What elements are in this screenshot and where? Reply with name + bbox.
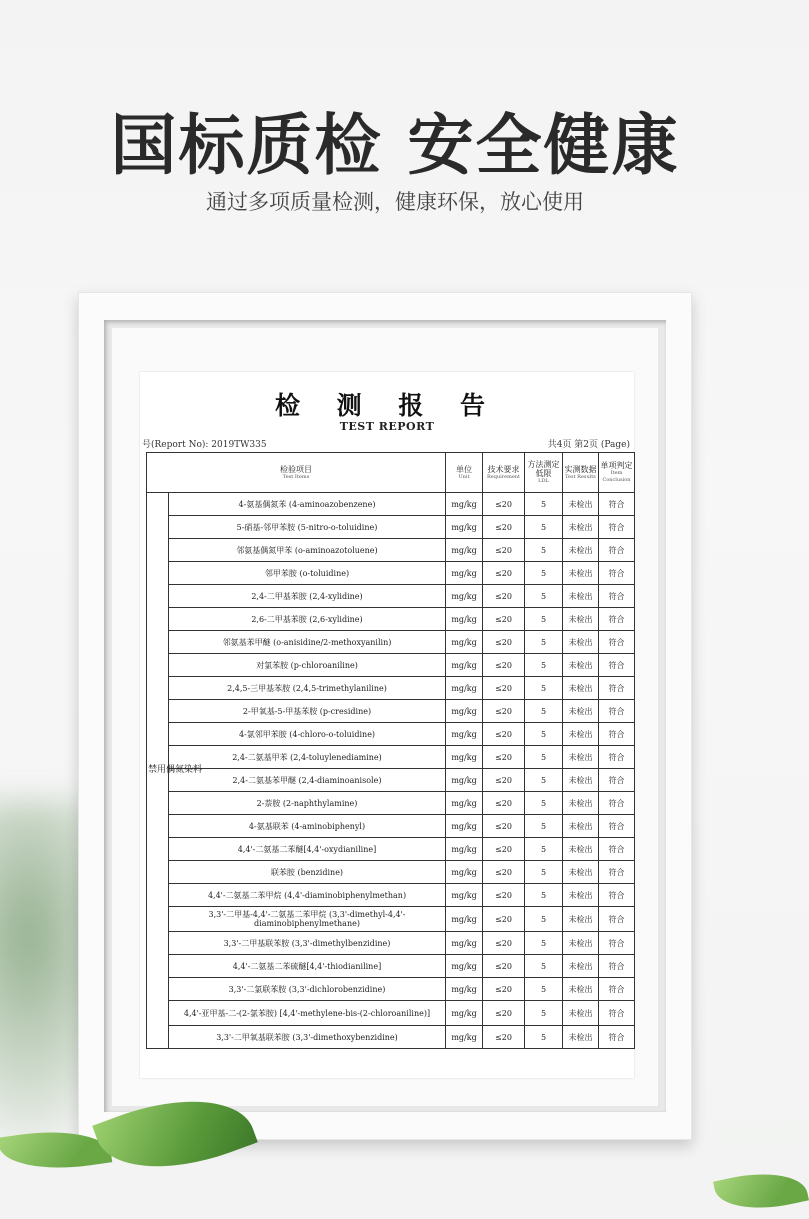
requirement-cell: ≤20	[483, 1026, 525, 1049]
result-cell: 未检出	[563, 792, 599, 815]
item-cell: 2,4-二氨基苯甲醚 (2,4-diaminoanisole)	[169, 769, 446, 792]
table-row	[147, 631, 635, 654]
conclusion-cell: 符合	[599, 562, 635, 585]
table-row	[147, 516, 635, 539]
result-cell: 未检出	[563, 516, 599, 539]
limit-cell: 5	[525, 585, 563, 608]
requirement-cell: ≤20	[483, 585, 525, 608]
table-row	[147, 932, 635, 955]
limit-cell: 5	[525, 654, 563, 677]
requirement-cell: ≤20	[483, 677, 525, 700]
item-cell: 2,4-二甲基苯胺 (2,4-xylidine)	[169, 585, 446, 608]
requirement-cell: ≤20	[483, 516, 525, 539]
requirement-cell: ≤20	[483, 654, 525, 677]
report-page-info: 共4页 第2页 (Page)	[547, 440, 630, 450]
unit-cell: mg/kg	[446, 723, 483, 746]
test-report-document	[140, 372, 634, 1078]
header-conclusion: 单项判定 Item Conclusion	[599, 453, 635, 493]
report-number: 号(Report No): 2019TW335	[142, 440, 267, 450]
limit-cell: 5	[525, 838, 563, 861]
table-row	[147, 723, 635, 746]
result-cell: 未检出	[563, 723, 599, 746]
unit-cell: mg/kg	[446, 1001, 483, 1026]
limit-cell: 5	[525, 516, 563, 539]
item-cell: 4,4'-二氨基二苯甲烷 (4,4'-diaminobiphenylmethan)	[169, 884, 446, 907]
unit-cell: mg/kg	[446, 539, 483, 562]
table-row	[147, 493, 635, 516]
item-cell: 2,4-二氨基甲苯 (2,4-toluylenediamine)	[169, 746, 446, 769]
unit-cell: mg/kg	[446, 1026, 483, 1049]
table-row	[147, 539, 635, 562]
limit-cell: 5	[525, 1026, 563, 1049]
requirement-cell: ≤20	[483, 884, 525, 907]
conclusion-cell: 符合	[599, 631, 635, 654]
unit-cell: mg/kg	[446, 978, 483, 1001]
result-cell: 未检出	[563, 746, 599, 769]
unit-cell: mg/kg	[446, 769, 483, 792]
result-cell: 未检出	[563, 815, 599, 838]
result-cell: 未检出	[563, 932, 599, 955]
table-row	[147, 861, 635, 884]
table-row	[147, 884, 635, 907]
requirement-cell: ≤20	[483, 700, 525, 723]
result-cell: 未检出	[563, 907, 599, 932]
table-row	[147, 978, 635, 1001]
limit-cell: 5	[525, 815, 563, 838]
result-cell: 未检出	[563, 769, 599, 792]
leaf-decoration	[713, 1163, 809, 1219]
conclusion-cell: 符合	[599, 493, 635, 516]
conclusion-cell: 符合	[599, 955, 635, 978]
result-cell: 未检出	[563, 654, 599, 677]
item-cell: 联苯胺 (benzidine)	[169, 861, 446, 884]
unit-cell: mg/kg	[446, 884, 483, 907]
unit-cell: mg/kg	[446, 815, 483, 838]
limit-cell: 5	[525, 562, 563, 585]
item-cell: 4,4'-二氨基二苯醚[4,4'-oxydianiline]	[169, 838, 446, 861]
item-cell: 邻氨基苯甲醚 (o-anisidine/2-methoxyanilin)	[169, 631, 446, 654]
conclusion-cell: 符合	[599, 932, 635, 955]
table-row	[147, 955, 635, 978]
conclusion-cell: 符合	[599, 1026, 635, 1049]
conclusion-cell: 符合	[599, 654, 635, 677]
conclusion-cell: 符合	[599, 884, 635, 907]
limit-cell: 5	[525, 769, 563, 792]
header-result: 实测数据 Test Results	[563, 453, 599, 493]
table-row	[147, 746, 635, 769]
result-cell: 未检出	[563, 1026, 599, 1049]
conclusion-cell: 符合	[599, 516, 635, 539]
item-cell: 2-甲氧基-5-甲基苯胺 (p-cresidine)	[169, 700, 446, 723]
result-cell: 未检出	[563, 493, 599, 516]
unit-cell: mg/kg	[446, 654, 483, 677]
category-cell: 禁用偶氮染料	[147, 493, 169, 1049]
unit-cell: mg/kg	[446, 677, 483, 700]
limit-cell: 5	[525, 978, 563, 1001]
unit-cell: mg/kg	[446, 516, 483, 539]
unit-cell: mg/kg	[446, 585, 483, 608]
conclusion-cell: 符合	[599, 861, 635, 884]
report-title: 检 测 报 告	[274, 391, 500, 420]
limit-cell: 5	[525, 539, 563, 562]
limit-cell: 5	[525, 746, 563, 769]
result-cell: 未检出	[563, 539, 599, 562]
conclusion-cell: 符合	[599, 539, 635, 562]
unit-cell: mg/kg	[446, 493, 483, 516]
conclusion-cell: 符合	[599, 815, 635, 838]
limit-cell: 5	[525, 677, 563, 700]
item-cell: 3,3'-二甲基联苯胺 (3,3'-dimethylbenzidine)	[169, 932, 446, 955]
table-row	[147, 769, 635, 792]
report-table	[146, 452, 635, 1049]
item-cell: 邻甲苯胺 (o-toluidine)	[169, 562, 446, 585]
requirement-cell: ≤20	[483, 631, 525, 654]
limit-cell: 5	[525, 861, 563, 884]
limit-cell: 5	[525, 723, 563, 746]
conclusion-cell: 符合	[599, 838, 635, 861]
item-cell: 4,4'-二氨基二苯硫醚[4,4'-thiodianiline]	[169, 955, 446, 978]
result-cell: 未检出	[563, 1001, 599, 1026]
header-requirement: 技术要求 Requirement	[483, 453, 525, 493]
requirement-cell: ≤20	[483, 861, 525, 884]
limit-cell: 5	[525, 700, 563, 723]
limit-cell: 5	[525, 884, 563, 907]
subheadline: 通过多项质量检测，健康环保，放心使用	[206, 190, 584, 214]
result-cell: 未检出	[563, 677, 599, 700]
item-cell: 邻氨基偶氮甲苯 (o-aminoazotoluene)	[169, 539, 446, 562]
conclusion-cell: 符合	[599, 608, 635, 631]
conclusion-cell: 符合	[599, 723, 635, 746]
table-header-row	[147, 453, 635, 493]
table-row	[147, 608, 635, 631]
item-cell: 4-氨基偶氮苯 (4-aminoazobenzene)	[169, 493, 446, 516]
requirement-cell: ≤20	[483, 978, 525, 1001]
requirement-cell: ≤20	[483, 1001, 525, 1026]
result-cell: 未检出	[563, 861, 599, 884]
header-limit: 方法测定低限 LDL	[525, 453, 563, 493]
conclusion-cell: 符合	[599, 978, 635, 1001]
header-unit: 单位 Unit	[446, 453, 483, 493]
item-cell: 4-氨基联苯 (4-aminobiphenyl)	[169, 815, 446, 838]
conclusion-cell: 符合	[599, 585, 635, 608]
unit-cell: mg/kg	[446, 631, 483, 654]
conclusion-cell: 符合	[599, 769, 635, 792]
limit-cell: 5	[525, 608, 563, 631]
result-cell: 未检出	[563, 700, 599, 723]
unit-cell: mg/kg	[446, 608, 483, 631]
limit-cell: 5	[525, 955, 563, 978]
result-cell: 未检出	[563, 585, 599, 608]
item-cell: 3,3'-二甲基-4,4'-二氨基二苯甲烷 (3,3'-dimethyl-4,4'-diaminobiphenylmethane)	[169, 907, 446, 932]
item-cell: 5-硝基-邻甲苯胺 (5-nitro-o-toluidine)	[169, 516, 446, 539]
requirement-cell: ≤20	[483, 838, 525, 861]
result-cell: 未检出	[563, 562, 599, 585]
result-cell: 未检出	[563, 978, 599, 1001]
limit-cell: 5	[525, 1001, 563, 1026]
requirement-cell: ≤20	[483, 539, 525, 562]
conclusion-cell: 符合	[599, 677, 635, 700]
unit-cell: mg/kg	[446, 861, 483, 884]
conclusion-cell: 符合	[599, 1001, 635, 1026]
conclusion-cell: 符合	[599, 700, 635, 723]
limit-cell: 5	[525, 631, 563, 654]
limit-cell: 5	[525, 493, 563, 516]
item-cell: 4-氯邻甲苯胺 (4-chloro-o-toluidine)	[169, 723, 446, 746]
table-row	[147, 838, 635, 861]
table-row	[147, 700, 635, 723]
report-subtitle: TEST REPORT	[339, 420, 435, 433]
table-row	[147, 562, 635, 585]
result-cell: 未检出	[563, 608, 599, 631]
result-cell: 未检出	[563, 955, 599, 978]
requirement-cell: ≤20	[483, 746, 525, 769]
requirement-cell: ≤20	[483, 815, 525, 838]
table-row	[147, 585, 635, 608]
header-item: 检验项目 Test Items	[147, 453, 446, 493]
item-cell: 2,4,5-三甲基苯胺 (2,4,5-trimethylaniline)	[169, 677, 446, 700]
requirement-cell: ≤20	[483, 562, 525, 585]
table-row	[147, 677, 635, 700]
table-row	[147, 654, 635, 677]
requirement-cell: ≤20	[483, 932, 525, 955]
conclusion-cell: 符合	[599, 907, 635, 932]
requirement-cell: ≤20	[483, 723, 525, 746]
item-cell: 2,6-二甲基苯胺 (2,6-xylidine)	[169, 608, 446, 631]
item-cell: 对氯苯胺 (p-chloroaniline)	[169, 654, 446, 677]
table-row	[147, 1001, 635, 1026]
conclusion-cell: 符合	[599, 792, 635, 815]
table-row	[147, 907, 635, 932]
unit-cell: mg/kg	[446, 746, 483, 769]
limit-cell: 5	[525, 932, 563, 955]
item-cell: 4,4'-亚甲基-二-(2-氯苯胺) [4,4'-methylene-bis-(2-chloroaniline)]	[169, 1001, 446, 1026]
limit-cell: 5	[525, 792, 563, 815]
result-cell: 未检出	[563, 884, 599, 907]
unit-cell: mg/kg	[446, 955, 483, 978]
requirement-cell: ≤20	[483, 955, 525, 978]
table-row	[147, 815, 635, 838]
limit-cell: 5	[525, 907, 563, 932]
item-cell: 3,3'-二甲氧基联苯胺 (3,3'-dimethoxybenzidine)	[169, 1026, 446, 1049]
item-cell: 3,3'-二氯联苯胺 (3,3'-dichlorobenzidine)	[169, 978, 446, 1001]
conclusion-cell: 符合	[599, 746, 635, 769]
unit-cell: mg/kg	[446, 700, 483, 723]
result-cell: 未检出	[563, 838, 599, 861]
unit-cell: mg/kg	[446, 562, 483, 585]
unit-cell: mg/kg	[446, 792, 483, 815]
result-cell: 未检出	[563, 631, 599, 654]
requirement-cell: ≤20	[483, 769, 525, 792]
unit-cell: mg/kg	[446, 932, 483, 955]
unit-cell: mg/kg	[446, 838, 483, 861]
headline: 国标质检 安全健康	[110, 107, 680, 184]
requirement-cell: ≤20	[483, 608, 525, 631]
table-row	[147, 1026, 635, 1049]
item-cell: 2-萘胺 (2-naphthylamine)	[169, 792, 446, 815]
requirement-cell: ≤20	[483, 493, 525, 516]
requirement-cell: ≤20	[483, 792, 525, 815]
requirement-cell: ≤20	[483, 907, 525, 932]
unit-cell: mg/kg	[446, 907, 483, 932]
table-row	[147, 792, 635, 815]
